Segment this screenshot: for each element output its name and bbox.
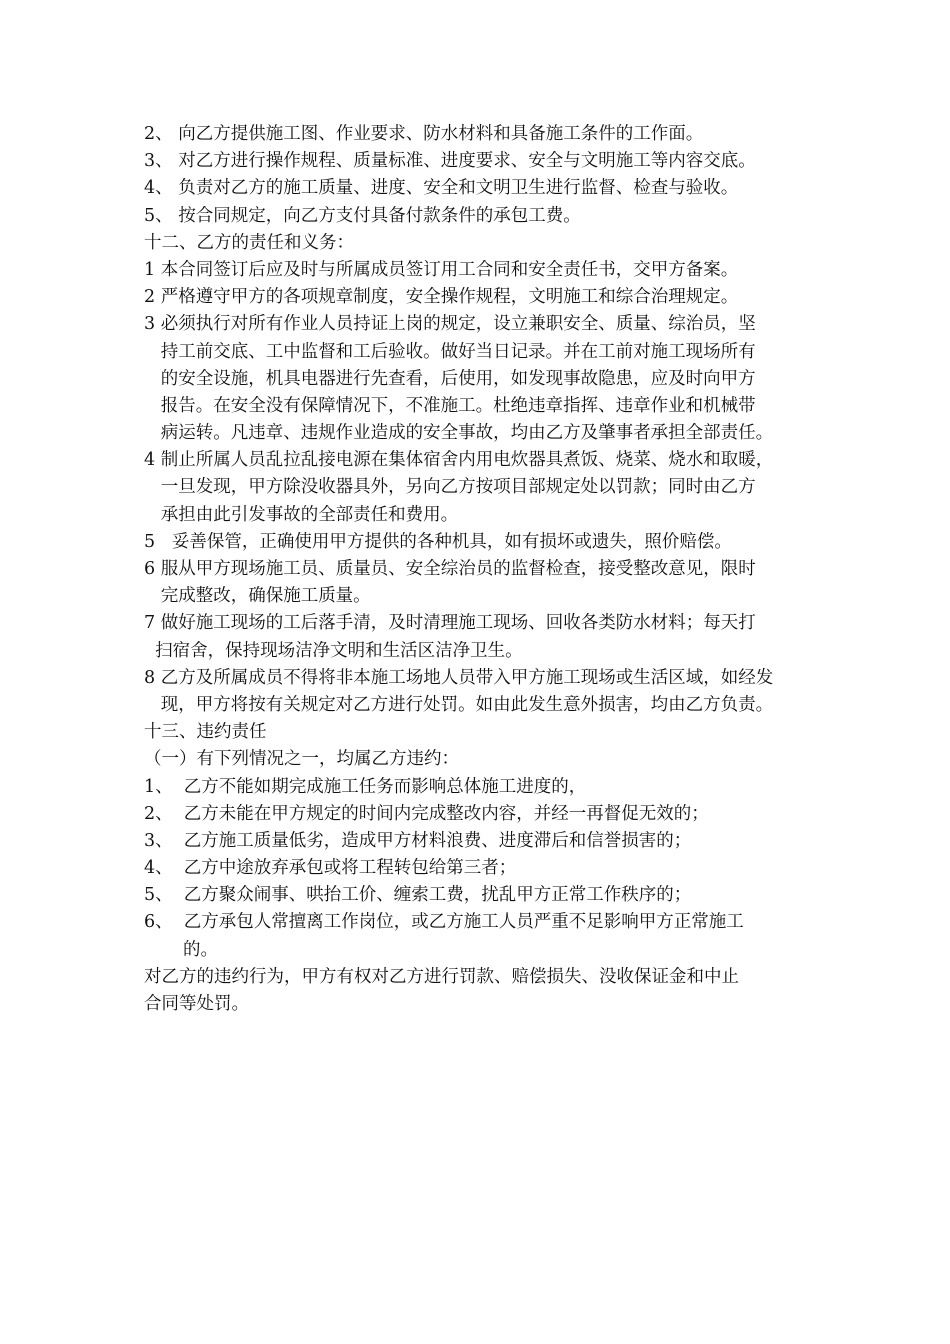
document-line: 合同等处罚。 bbox=[144, 994, 249, 1014]
document-line: 6 服从甲方现场施工员、质量员、安全综治员的监督检查，接受整改意见，限时 bbox=[144, 559, 756, 579]
document-line: 3、 乙方施工质量低劣，造成甲方材料浪费、进度滞后和信誉损害的； bbox=[144, 830, 692, 851]
document-line: 现，甲方将按有关规定对乙方进行处罚。如由此发生意外损害，均由乙方负责。 bbox=[144, 694, 774, 715]
document-line: 报告。在安全没有保障情况下，不准施工。杜绝违章指挥、违章作业和机械带 bbox=[144, 395, 756, 416]
document-line: 对乙方的违约行为，甲方有权对乙方进行罚款、赔偿损失、没收保证金和中止 bbox=[144, 966, 739, 987]
document-line: 5、 按合同规定，向乙方支付具备付款条件的承包工费。 bbox=[144, 205, 581, 226]
document-line: 2、 向乙方提供施工图、作业要求、防水材料和具备施工条件的工作面。 bbox=[144, 124, 704, 144]
document-line: 7 做好施工现场的工后落手清，及时清理施工现场、回收各类防水材料；每天打 bbox=[144, 613, 756, 634]
document-line: 承担由此引发事故的全部责任和费用。 bbox=[144, 504, 459, 525]
document-line: 持工前交底、工中监督和工后验收。做好当日记录。并在工前对施工现场所有 bbox=[144, 341, 756, 362]
document-line: 十二、乙方的责任和义务： bbox=[144, 232, 354, 253]
document-line: 一旦发现，甲方除没收器具外，另向乙方按项目部规定处以罚款；同时由乙方 bbox=[144, 477, 756, 498]
document-line: 的。 bbox=[144, 939, 218, 960]
document-line: 8 乙方及所属成员不得将非本施工场地人员带入甲方施工现场或生活区域，如经发 bbox=[144, 667, 774, 688]
document-line: 的安全设施，机具电器进行先查看，后使用，如发现事故隐患，应及时向甲方 bbox=[144, 368, 756, 389]
document-line: 3、 对乙方进行操作规程、质量标准、进度要求、安全与文明施工等内容交底。 bbox=[144, 151, 756, 172]
document-line: 2、 乙方未能在甲方规定的时间内完成整改内容，并经一再督促无效的； bbox=[144, 803, 709, 824]
document-body bbox=[144, 121, 816, 1018]
document-line: 5、 乙方聚众闹事、哄抬工价、缠索工费，扰乱甲方正常工作秩序的； bbox=[144, 885, 692, 906]
document-line: 1 本合同签订后应及时与所属成员签订用工合同和安全责任书，交甲方备案。 bbox=[144, 259, 739, 280]
document-line: 2 严格遵守甲方的各项规章制度，安全操作规程，文明施工和综合治理规定。 bbox=[144, 287, 739, 308]
document-line: 4 制止所属人员乱拉乱接电源在集体宿舍内用电炊器具煮饭、烧菜、烧水和取暖， bbox=[144, 450, 774, 471]
document-line: 十三、违约责任 bbox=[144, 722, 267, 743]
document-line: 4、 负责对乙方的施工质量、进度、安全和文明卫生进行监督、检查与验收。 bbox=[144, 178, 739, 199]
document-line: 5 妥善保管，正确使用甲方提供的各种机具，如有损坏或遗失，照价赔偿。 bbox=[144, 531, 732, 552]
document-line: 4、 乙方中途放弃承包或将工程转包给第三者； bbox=[144, 858, 517, 879]
document-line: 扫宿舍，保持现场洁净文明和生活区洁净卫生。 bbox=[144, 640, 523, 661]
document-line: 完成整改，确保施工质量。 bbox=[144, 586, 371, 607]
document-line: 病运转。凡违章、违规作业造成的安全事故，均由乙方及肇事者承担全部责任。 bbox=[144, 423, 774, 444]
document-line: 1、 乙方不能如期完成施工任务而影响总体施工进度的， bbox=[144, 776, 587, 797]
document-line: 3 必须执行对所有作业人员持证上岗的规定，设立兼职安全、质量、综治员，坚 bbox=[144, 314, 756, 335]
document-line: 6、 乙方承包人常擅离工作岗位，或乙方施工人员严重不足影响甲方正常施工 bbox=[144, 912, 744, 933]
document-line: （一）有下列情况之一，均属乙方违约： bbox=[144, 749, 459, 770]
